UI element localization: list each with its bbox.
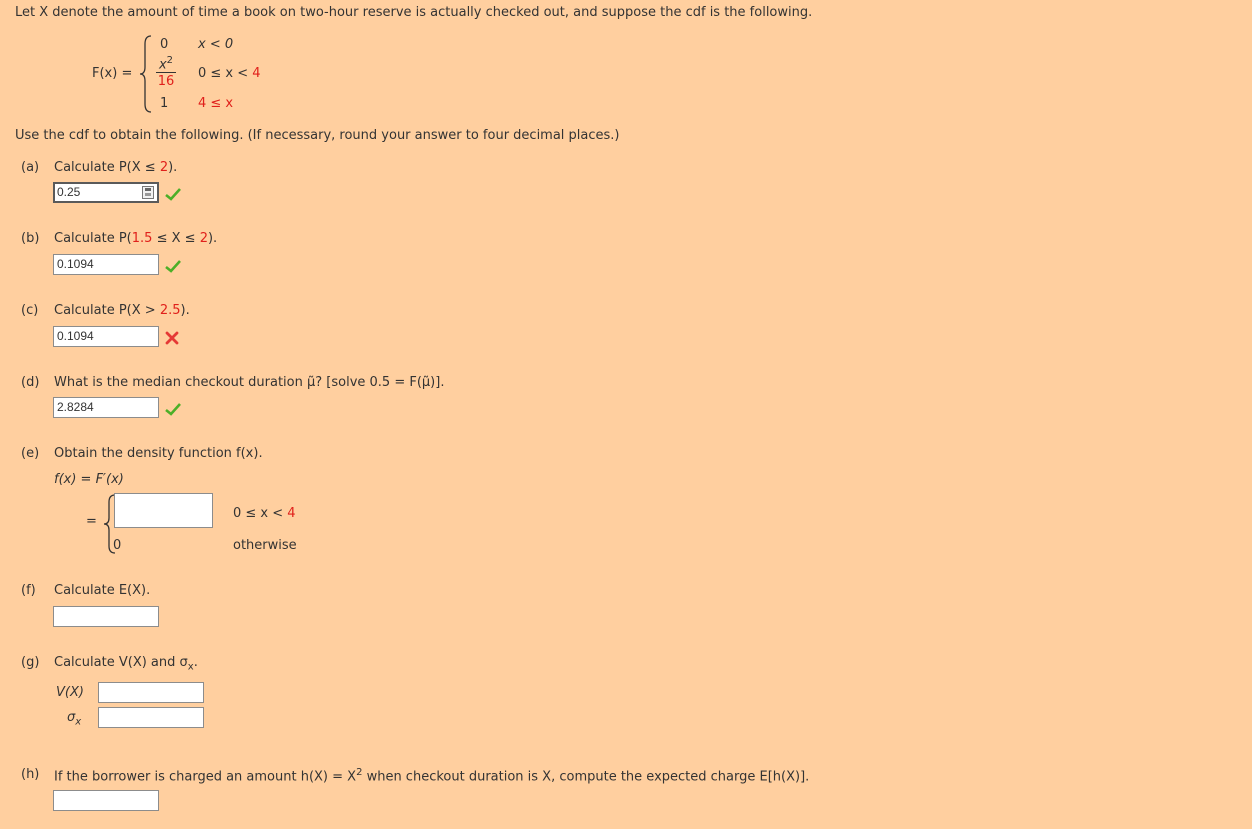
part-b-text-end: ).	[207, 231, 218, 246]
part-b-answer-input[interactable]: 0.1094	[53, 254, 159, 275]
part-f-label: (f)	[21, 583, 36, 598]
part-f-answer-input[interactable]	[53, 606, 159, 627]
sigma-label	[67, 710, 81, 728]
part-c-answer-input[interactable]: 0.1094	[53, 326, 159, 347]
part-b-text: Calculate P(	[54, 231, 132, 246]
cdf-case2-condition-text: 0 ≤ x <	[198, 66, 253, 81]
part-g-text: Calculate V(X) and σ	[54, 655, 188, 670]
part-e-condition-2: otherwise	[233, 538, 297, 553]
part-g-text-end: .	[193, 655, 198, 670]
part-d-answer-input[interactable]: 2.8284	[53, 397, 159, 418]
part-g-label: (g)	[21, 655, 40, 670]
part-a-label: (a)	[21, 160, 40, 175]
cdf-case2-exponent: 2	[166, 55, 174, 66]
part-e-label: (e)	[21, 446, 40, 461]
part-h-question	[54, 767, 809, 784]
part-d-label: (d)	[21, 375, 40, 390]
part-b-lower: 1.5	[131, 231, 153, 246]
cdf-case3-value: 1	[160, 96, 169, 111]
part-b-question	[54, 231, 217, 246]
part-a-text-end: ).	[168, 160, 178, 175]
correct-check-icon	[165, 187, 181, 201]
cdf-case2-denominator: 16	[157, 74, 175, 90]
part-e-condition-1	[233, 506, 296, 521]
part-a-value: 2	[159, 160, 169, 175]
part-a-question	[54, 160, 177, 175]
cdf-case1-condition: x < 0	[198, 37, 234, 52]
part-b-text-mid: ≤ X ≤	[152, 231, 200, 246]
part-h-text-end: when checkout duration is X, compute the expected charge E[h(X)].	[362, 769, 810, 785]
part-h-label: (h)	[21, 767, 40, 782]
instructions: Use the cdf to obtain the following. (If necessary, round your answer to four decimal places.)	[15, 128, 620, 143]
part-e-zero: 0	[113, 538, 122, 553]
sigma-symbol: σ	[67, 710, 76, 725]
variance-label: V(X)	[56, 685, 84, 700]
part-h-answer-input[interactable]	[53, 790, 159, 811]
part-c-label: (c)	[21, 303, 39, 318]
part-c-value: 2.5	[159, 303, 181, 318]
cdf-case2-fraction	[156, 53, 176, 90]
cdf-case2-condition	[198, 66, 261, 81]
part-b-label: (b)	[21, 231, 40, 246]
part-d-question: What is the median checkout duration μ̃? [solve 0.5 = F(μ̃)].	[54, 375, 445, 390]
part-h-exponent: 2	[356, 767, 363, 778]
part-e-equals: =	[86, 514, 97, 529]
cdf-lhs: F(x) =	[92, 66, 133, 81]
part-e-condition-1-text: 0 ≤ x <	[233, 506, 288, 521]
part-g-subscript: x	[187, 661, 194, 673]
part-e-density-input[interactable]	[114, 493, 213, 528]
variance-input[interactable]	[98, 682, 204, 703]
cdf-case1-value: 0	[160, 37, 169, 52]
incorrect-x-icon	[164, 331, 180, 345]
cdf-case2-numerator: x	[158, 57, 167, 73]
correct-check-icon	[165, 259, 181, 273]
part-c-text: Calculate P(X >	[54, 303, 160, 318]
part-f-question: Calculate E(X).	[54, 583, 151, 598]
keyboard-icon[interactable]	[142, 186, 154, 199]
std-dev-input[interactable]	[98, 707, 204, 728]
part-c-text-end: ).	[180, 303, 190, 318]
part-h-text: If the borrower is charged an amount h(X) = X	[54, 769, 357, 785]
part-e-condition-1-bound: 4	[287, 506, 296, 521]
problem-intro: Let X denote the amount of time a book on two-hour reserve is actually checked out, and suppose the cdf is the following.	[15, 5, 813, 20]
part-g-question	[54, 655, 198, 673]
sigma-subscript: x	[75, 716, 82, 728]
part-b-upper: 2	[199, 231, 208, 246]
correct-check-icon	[165, 402, 181, 416]
part-e-question: Obtain the density function f(x).	[54, 446, 263, 461]
part-c-question	[54, 303, 190, 318]
part-e-equation: f(x) = F′(x)	[54, 472, 124, 487]
part-a-answer-input[interactable]: 0.25	[53, 182, 159, 203]
cdf-brace	[138, 34, 154, 114]
cdf-case3-condition: 4 ≤ x	[198, 96, 234, 111]
cdf-case2-condition-bound: 4	[252, 66, 261, 81]
part-a-text: Calculate P(X ≤	[54, 160, 160, 175]
